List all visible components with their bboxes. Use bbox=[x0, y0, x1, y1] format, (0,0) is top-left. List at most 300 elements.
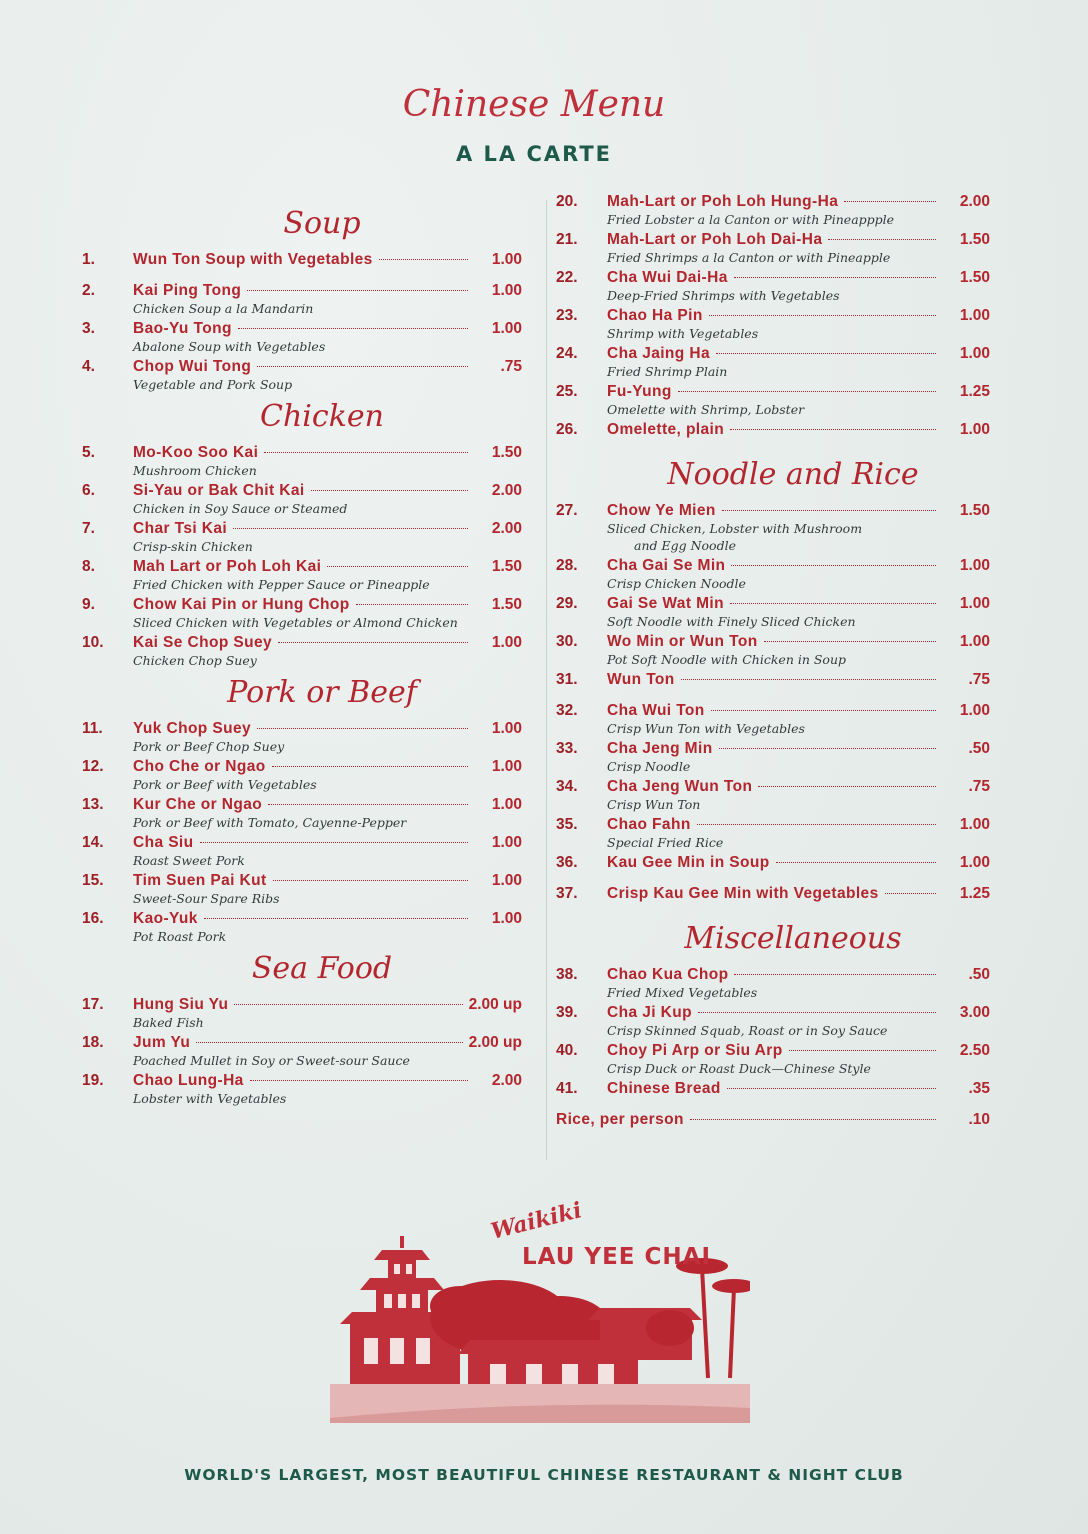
item-description: Crisp Noodle bbox=[607, 759, 691, 774]
dot-leader bbox=[730, 429, 936, 430]
item-price: 3.00 bbox=[959, 1004, 990, 1021]
item-price: 1.00 bbox=[491, 720, 522, 737]
menu-item bbox=[82, 357, 522, 393]
item-number: 7. bbox=[82, 520, 95, 537]
menu-item-row bbox=[82, 871, 522, 890]
menu-item bbox=[556, 777, 990, 813]
dot-leader bbox=[272, 766, 468, 767]
item-price: 1.50 bbox=[491, 596, 522, 613]
item-price: 1.00 bbox=[959, 557, 990, 574]
menu-item bbox=[556, 594, 990, 630]
item-number: 1. bbox=[82, 251, 95, 268]
item-description: Pot Soft Noodle with Chicken in Soup bbox=[607, 652, 847, 667]
rice-price: .10 bbox=[968, 1111, 990, 1128]
menu-item bbox=[82, 250, 522, 269]
dot-leader bbox=[776, 862, 936, 863]
item-number: 11. bbox=[82, 720, 103, 737]
section-title: Miscellaneous bbox=[684, 921, 902, 956]
item-name: Chop Wui Tong bbox=[133, 358, 252, 375]
item-name: Crisp Kau Gee Min with Vegetables bbox=[607, 885, 879, 902]
item-name: Fu-Yung bbox=[607, 383, 672, 400]
item-number: 21. bbox=[556, 231, 578, 248]
item-price: 1.00 bbox=[959, 702, 990, 719]
item-number: 25. bbox=[556, 383, 578, 400]
menu-item bbox=[556, 1041, 990, 1077]
dot-leader bbox=[828, 239, 936, 240]
menu-item-row bbox=[82, 757, 522, 776]
item-name: Cho Che or Ngao bbox=[133, 758, 266, 775]
item-description: Abalone Soup with Vegetables bbox=[133, 339, 326, 354]
menu-item-row bbox=[82, 481, 522, 500]
menu-item bbox=[556, 306, 990, 342]
item-price: .50 bbox=[968, 740, 990, 757]
rice-name: Rice, per person bbox=[556, 1111, 684, 1128]
item-name: Chinese Bread bbox=[607, 1080, 721, 1097]
dot-leader bbox=[731, 565, 936, 566]
item-price: 1.00 bbox=[959, 595, 990, 612]
menu-item-row bbox=[82, 909, 522, 928]
item-price: 1.00 bbox=[491, 834, 522, 851]
menu-item-row bbox=[556, 853, 990, 872]
item-number: 10. bbox=[82, 634, 104, 651]
menu-item bbox=[556, 501, 990, 554]
item-name: Yuk Chop Suey bbox=[133, 720, 252, 737]
item-name: Cha Siu bbox=[133, 834, 194, 851]
item-name: Chao Lung-Ha bbox=[133, 1072, 244, 1089]
item-name: Cha Wui Ton bbox=[607, 702, 705, 719]
item-price: 1.00 bbox=[959, 633, 990, 650]
item-description: Crisp Wun Ton bbox=[607, 797, 701, 812]
menu-item-row bbox=[556, 777, 990, 796]
dot-leader bbox=[734, 277, 936, 278]
item-description: Crisp-skin Chicken bbox=[133, 539, 253, 554]
section-title: Chicken bbox=[260, 399, 384, 434]
item-price: 1.00 bbox=[491, 251, 522, 268]
item-price: 1.00 bbox=[491, 634, 522, 651]
menu-item bbox=[82, 481, 522, 517]
menu-item bbox=[556, 884, 990, 903]
item-number: 9. bbox=[82, 596, 95, 613]
item-number: 28. bbox=[556, 557, 578, 574]
dot-leader bbox=[204, 918, 468, 919]
item-description: Mushroom Chicken bbox=[133, 463, 257, 478]
item-name: Mah-Lart or Poh Loh Hung-Ha bbox=[607, 193, 839, 210]
section-title: Soup bbox=[283, 206, 361, 241]
menu-item-row bbox=[556, 884, 990, 903]
item-name: Chow Kai Pin or Hung Chop bbox=[133, 596, 350, 613]
dot-leader bbox=[727, 1088, 936, 1089]
item-description-cont: and Egg Noodle bbox=[634, 538, 736, 553]
item-description: Omelette with Shrimp, Lobster bbox=[607, 402, 805, 417]
item-description: Sliced Chicken, Lobster with Mushroom bbox=[607, 521, 863, 536]
menu-subtitle: A LA CARTE bbox=[455, 142, 613, 166]
dot-leader bbox=[273, 880, 468, 881]
menu-item-row bbox=[82, 633, 522, 652]
dot-leader bbox=[885, 893, 936, 894]
item-number: 19. bbox=[82, 1072, 104, 1089]
menu-item bbox=[556, 420, 990, 439]
logo-name-text: LAU YEE CHAI bbox=[522, 1244, 712, 1270]
item-number: 24. bbox=[556, 345, 578, 362]
menu-item-row bbox=[556, 632, 990, 651]
menu-item-row bbox=[82, 250, 522, 269]
dot-leader bbox=[379, 259, 468, 260]
item-description: Pork or Beef Chop Suey bbox=[133, 739, 285, 754]
menu-item-row bbox=[82, 319, 522, 338]
item-description: Chicken in Soy Sauce or Steamed bbox=[133, 501, 348, 516]
item-description: Crisp Wun Ton with Vegetables bbox=[607, 721, 805, 736]
item-number: 2. bbox=[82, 282, 95, 299]
menu-item-row bbox=[82, 281, 522, 300]
dot-leader bbox=[264, 452, 468, 453]
item-description: Fried Chicken with Pepper Sauce or Pineapple bbox=[133, 577, 430, 592]
menu-item bbox=[82, 871, 522, 907]
menu-item-row bbox=[82, 557, 522, 576]
dot-leader bbox=[734, 974, 936, 975]
item-price: 1.25 bbox=[959, 885, 990, 902]
item-number: 35. bbox=[556, 816, 578, 833]
item-name: Tim Suen Pai Kut bbox=[133, 872, 267, 889]
item-number: 36. bbox=[556, 854, 578, 871]
dot-leader bbox=[268, 804, 468, 805]
item-description: Special Fried Rice bbox=[607, 835, 724, 850]
menu-item bbox=[556, 670, 990, 689]
dot-leader bbox=[698, 1012, 936, 1013]
restaurant-building-illustration bbox=[330, 1208, 750, 1423]
menu-item-row bbox=[82, 595, 522, 614]
item-number: 31. bbox=[556, 671, 578, 688]
menu-item-row bbox=[556, 344, 990, 363]
item-name: Mah-Lart or Poh Loh Dai-Ha bbox=[607, 231, 823, 248]
menu-item bbox=[82, 443, 522, 479]
item-description: Lobster with Vegetables bbox=[133, 1091, 287, 1106]
item-name: Mo-Koo Soo Kai bbox=[133, 444, 259, 461]
item-name: Choy Pi Arp or Siu Arp bbox=[607, 1042, 783, 1059]
item-price: .75 bbox=[968, 671, 990, 688]
dot-leader bbox=[697, 824, 936, 825]
item-number: 34. bbox=[556, 778, 578, 795]
menu-item-row bbox=[556, 306, 990, 325]
item-price: 1.50 bbox=[959, 231, 990, 248]
menu-item bbox=[556, 1079, 990, 1098]
item-price: 1.00 bbox=[491, 796, 522, 813]
menu-item bbox=[556, 1003, 990, 1039]
item-price: .35 bbox=[968, 1080, 990, 1097]
item-number: 18. bbox=[82, 1034, 104, 1051]
item-description: Chicken Soup a la Mandarin bbox=[133, 301, 314, 316]
rice-row bbox=[556, 1110, 990, 1129]
item-name: Kao-Yuk bbox=[133, 910, 198, 927]
column-divider bbox=[546, 200, 547, 1160]
item-name: Char Tsi Kai bbox=[133, 520, 228, 537]
item-number: 37. bbox=[556, 885, 578, 902]
item-description: Poached Mullet in Soy or Sweet-sour Sauce bbox=[133, 1053, 410, 1068]
item-description: Deep-Fried Shrimps with Vegetables bbox=[607, 288, 840, 303]
item-name: Si-Yau or Bak Chit Kai bbox=[133, 482, 305, 499]
dot-leader bbox=[247, 290, 468, 291]
item-name: Cha Jeng Min bbox=[607, 740, 713, 757]
menu-item-row bbox=[82, 357, 522, 376]
item-number: 5. bbox=[82, 444, 95, 461]
left-column bbox=[82, 200, 522, 1107]
dot-leader bbox=[690, 1119, 936, 1120]
item-name: Kur Che or Ngao bbox=[133, 796, 263, 813]
item-name: Chao Kua Chop bbox=[607, 966, 729, 983]
dot-leader bbox=[722, 510, 936, 511]
item-number: 13. bbox=[82, 796, 104, 813]
item-description: Fried Mixed Vegetables bbox=[607, 985, 758, 1000]
menu-item bbox=[82, 995, 522, 1031]
item-number: 3. bbox=[82, 320, 95, 337]
dot-leader bbox=[196, 1042, 462, 1043]
dot-leader bbox=[758, 786, 936, 787]
item-price: 1.50 bbox=[491, 558, 522, 575]
item-name: Cha Jeng Wun Ton bbox=[607, 778, 753, 795]
item-price: 2.00 bbox=[491, 520, 522, 537]
dot-leader bbox=[681, 679, 936, 680]
menu-item-row bbox=[82, 833, 522, 852]
item-description: Roast Sweet Pork bbox=[133, 853, 245, 868]
menu-item-row bbox=[556, 501, 990, 520]
right-column bbox=[556, 190, 990, 1129]
menu-item bbox=[82, 1071, 522, 1107]
item-price: 1.50 bbox=[491, 444, 522, 461]
menu-item bbox=[82, 557, 522, 593]
item-description: Sliced Chicken with Vegetables or Almond Chicken bbox=[133, 615, 458, 630]
item-number: 6. bbox=[82, 482, 95, 499]
dot-leader bbox=[257, 366, 468, 367]
dot-leader bbox=[327, 566, 468, 567]
menu-item-row bbox=[82, 719, 522, 738]
menu-item bbox=[82, 909, 522, 945]
item-price: .75 bbox=[968, 778, 990, 795]
menu-item bbox=[556, 965, 990, 1001]
item-name: Cha Gai Se Min bbox=[607, 557, 726, 574]
item-description: Fried Shrimp Plain bbox=[607, 364, 728, 379]
item-number: 14. bbox=[82, 834, 104, 851]
item-description: Fried Lobster a la Canton or with Pineappple bbox=[607, 212, 895, 227]
item-price: 2.50 bbox=[959, 1042, 990, 1059]
item-price: 1.00 bbox=[959, 421, 990, 438]
menu-item bbox=[556, 344, 990, 380]
section-title: Pork or Beef bbox=[227, 675, 417, 710]
item-number: 17. bbox=[82, 996, 104, 1013]
menu-item-row bbox=[556, 701, 990, 720]
dot-leader bbox=[730, 603, 936, 604]
item-description: Crisp Chicken Noodle bbox=[607, 576, 746, 591]
menu-item-row bbox=[556, 382, 990, 401]
item-price: 1.00 bbox=[959, 345, 990, 362]
menu-item bbox=[82, 633, 522, 669]
item-number: 8. bbox=[82, 558, 95, 575]
item-price: 2.00 bbox=[491, 1072, 522, 1089]
dot-leader bbox=[764, 641, 936, 642]
item-name: Kai Ping Tong bbox=[133, 282, 242, 299]
item-price: 1.00 bbox=[491, 872, 522, 889]
item-price: 1.00 bbox=[491, 320, 522, 337]
menu-item bbox=[82, 833, 522, 869]
item-description: Pork or Beef with Tomato, Cayenne-Pepper bbox=[133, 815, 407, 830]
menu-item-row bbox=[82, 1033, 522, 1052]
dot-leader bbox=[250, 1080, 468, 1081]
menu-item-row bbox=[556, 739, 990, 758]
item-price: 1.00 bbox=[491, 282, 522, 299]
item-name: Wun Ton bbox=[607, 671, 675, 688]
item-price: 1.00 bbox=[491, 758, 522, 775]
menu-item bbox=[556, 230, 990, 266]
menu-item-row bbox=[82, 519, 522, 538]
menu-item bbox=[82, 795, 522, 831]
menu-item bbox=[556, 632, 990, 668]
item-price: 2.00 bbox=[959, 193, 990, 210]
dot-leader bbox=[234, 1004, 462, 1005]
menu-item bbox=[556, 382, 990, 418]
menu-item bbox=[82, 519, 522, 555]
item-number: 26. bbox=[556, 421, 578, 438]
menu-item-row bbox=[82, 1071, 522, 1090]
menu-item-row bbox=[556, 1079, 990, 1098]
item-name: Cha Ji Kup bbox=[607, 1004, 692, 1021]
item-description: Sweet-Sour Spare Ribs bbox=[133, 891, 280, 906]
item-number: 16. bbox=[82, 910, 104, 927]
item-name: Wun Ton Soup with Vegetables bbox=[133, 251, 373, 268]
item-number: 30. bbox=[556, 633, 578, 650]
menu-item bbox=[556, 701, 990, 737]
item-name: Mah Lart or Poh Loh Kai bbox=[133, 558, 322, 575]
menu-item bbox=[82, 281, 522, 317]
menu-item-row bbox=[556, 670, 990, 689]
dot-leader bbox=[789, 1050, 936, 1051]
item-number: 33. bbox=[556, 740, 578, 757]
dot-leader bbox=[844, 201, 936, 202]
menu-item-row bbox=[556, 965, 990, 984]
menu-item-row bbox=[556, 420, 990, 439]
item-number: 22. bbox=[556, 269, 578, 286]
item-number: 39. bbox=[556, 1004, 578, 1021]
item-number: 12. bbox=[82, 758, 104, 775]
menu-item-row bbox=[556, 556, 990, 575]
item-number: 29. bbox=[556, 595, 578, 612]
item-number: 27. bbox=[556, 502, 578, 519]
item-name: Hung Siu Yu bbox=[133, 996, 229, 1013]
item-number: 4. bbox=[82, 358, 95, 375]
dot-leader bbox=[257, 728, 468, 729]
menu-item bbox=[556, 556, 990, 592]
item-description: Crisp Duck or Roast Duck—Chinese Style bbox=[607, 1061, 871, 1076]
menu-item-row bbox=[556, 192, 990, 211]
dot-leader bbox=[200, 842, 468, 843]
item-price: 1.00 bbox=[959, 307, 990, 324]
menu-item bbox=[556, 853, 990, 872]
dot-leader bbox=[278, 642, 468, 643]
item-description: Shrimp with Vegetables bbox=[607, 326, 759, 341]
item-name: Chow Ye Mien bbox=[607, 502, 716, 519]
menu-item-row bbox=[556, 594, 990, 613]
item-number: 40. bbox=[556, 1042, 578, 1059]
menu-item bbox=[82, 719, 522, 755]
item-name: Cha Wui Dai-Ha bbox=[607, 269, 728, 286]
item-price: .50 bbox=[968, 966, 990, 983]
item-price: .75 bbox=[500, 358, 522, 375]
item-description: Pork or Beef with Vegetables bbox=[133, 777, 317, 792]
item-name: Jum Yu bbox=[133, 1034, 191, 1051]
menu-item-row bbox=[82, 443, 522, 462]
dot-leader bbox=[356, 604, 468, 605]
dot-leader bbox=[311, 490, 468, 491]
item-price: 2.00 up bbox=[468, 996, 522, 1013]
menu-item bbox=[556, 268, 990, 304]
section-title: Noodle and Rice bbox=[667, 457, 919, 492]
rice-item bbox=[556, 1110, 990, 1129]
dot-leader bbox=[716, 353, 936, 354]
item-price: 1.50 bbox=[959, 502, 990, 519]
menu-item-row bbox=[82, 795, 522, 814]
item-description: Soft Noodle with Finely Sliced Chicken bbox=[607, 614, 856, 629]
item-number: 23. bbox=[556, 307, 578, 324]
menu-item-row bbox=[556, 815, 990, 834]
dot-leader bbox=[709, 315, 936, 316]
menu-item bbox=[82, 319, 522, 355]
item-description: Crisp Skinned Squab, Roast or in Soy Sauce bbox=[607, 1023, 888, 1038]
menu-item bbox=[82, 1033, 522, 1069]
restaurant-logo bbox=[330, 1197, 750, 1423]
item-description: Vegetable and Pork Soup bbox=[133, 377, 293, 392]
item-price: 1.00 bbox=[491, 910, 522, 927]
item-price: 2.00 up bbox=[468, 1034, 522, 1051]
item-name: Omelette, plain bbox=[607, 421, 725, 438]
footer-tagline: WORLD'S LARGEST, MOST BEAUTIFUL CHINESE RESTAURANT & NIGHT CLUB bbox=[184, 1466, 904, 1484]
item-name: Gai Se Wat Min bbox=[607, 595, 724, 612]
item-number: 20. bbox=[556, 193, 578, 210]
item-number: 38. bbox=[556, 966, 578, 983]
menu-item-row bbox=[82, 995, 522, 1014]
menu-item bbox=[556, 739, 990, 775]
menu-item bbox=[82, 595, 522, 631]
item-name: Cha Jaing Ha bbox=[607, 345, 710, 362]
menu-item bbox=[82, 757, 522, 793]
menu-item-row bbox=[556, 268, 990, 287]
logo-script-text: Waikiki bbox=[488, 1197, 585, 1245]
section-title: Sea Food bbox=[251, 951, 393, 986]
menu-item-row bbox=[556, 1003, 990, 1022]
item-name: Chao Fahn bbox=[607, 816, 691, 833]
dot-leader bbox=[238, 328, 468, 329]
menu-item bbox=[556, 192, 990, 228]
item-price: 1.00 bbox=[959, 854, 990, 871]
item-description: Chicken Chop Suey bbox=[133, 653, 257, 668]
dot-leader bbox=[678, 391, 936, 392]
item-name: Wo Min or Wun Ton bbox=[607, 633, 758, 650]
item-name: Chao Ha Pin bbox=[607, 307, 703, 324]
menu-title: Chinese Menu bbox=[402, 84, 666, 125]
item-description: Fried Shrimps a la Canton or with Pineapple bbox=[607, 250, 891, 265]
item-number: 15. bbox=[82, 872, 104, 889]
item-price: 2.00 bbox=[491, 482, 522, 499]
item-number: 41. bbox=[556, 1080, 578, 1097]
dot-leader bbox=[711, 710, 936, 711]
item-name: Bao-Yu Tong bbox=[133, 320, 232, 337]
item-description: Pot Roast Pork bbox=[133, 929, 227, 944]
item-price: 1.50 bbox=[959, 269, 990, 286]
dot-leader bbox=[233, 528, 468, 529]
item-description: Baked Fish bbox=[133, 1015, 204, 1030]
menu-item bbox=[556, 815, 990, 851]
item-name: Kau Gee Min in Soup bbox=[607, 854, 770, 871]
menu-item-row bbox=[556, 230, 990, 249]
dot-leader bbox=[719, 748, 936, 749]
item-price: 1.25 bbox=[959, 383, 990, 400]
item-number: 32. bbox=[556, 702, 578, 719]
